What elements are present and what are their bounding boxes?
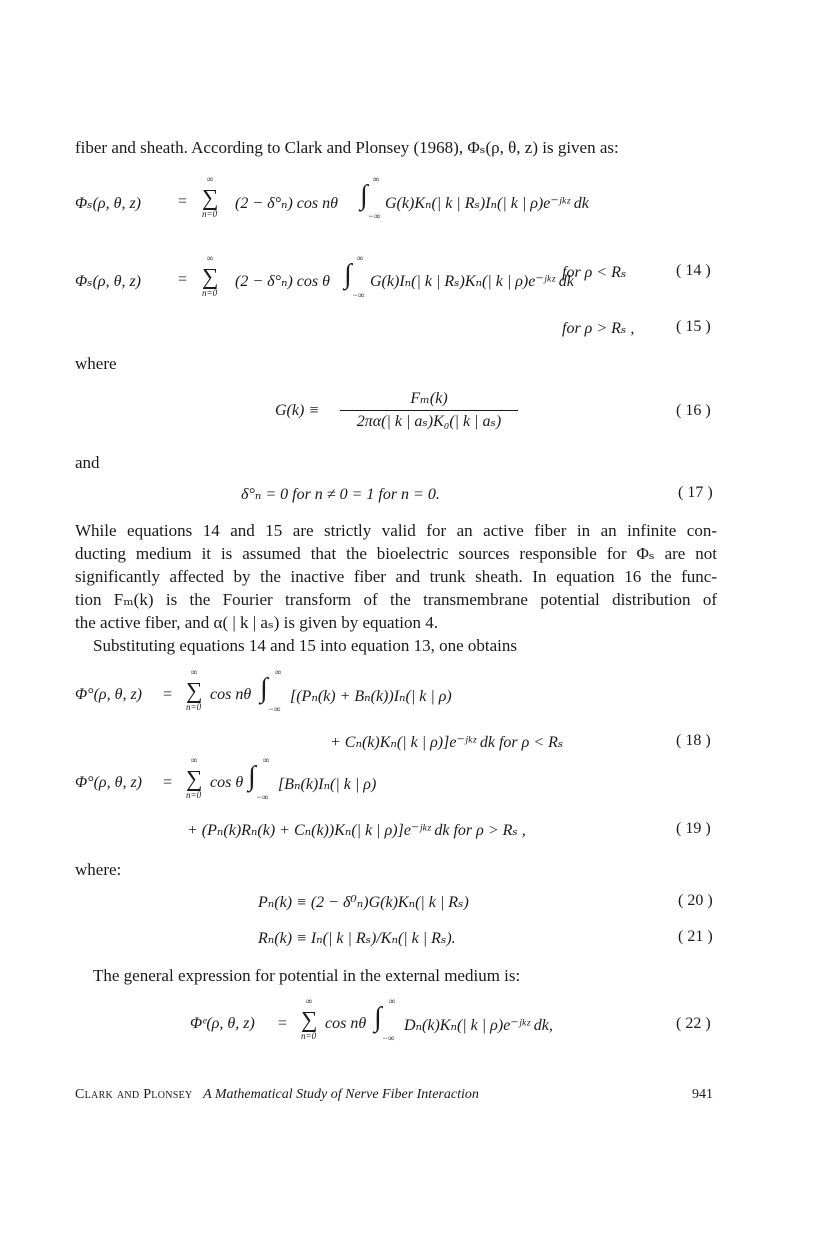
- eq14-sum-bot: n=0: [202, 209, 218, 219]
- eq22-int-top: ∞: [389, 996, 396, 1006]
- where-2: where:: [75, 860, 122, 879]
- eq15-lhs: Φₛ(ρ, θ, z): [75, 273, 141, 290]
- eq17-number: ( 17 ): [678, 484, 713, 501]
- eq19-integral: ∫: [248, 761, 256, 792]
- eq22-number: ( 22 ): [676, 1015, 711, 1032]
- eq15-number: ( 15 ): [676, 318, 711, 335]
- eq18-sum: ∑: [186, 678, 203, 703]
- eq19-line1: [Bₙ(k)Iₙ(| k | ρ): [278, 776, 377, 793]
- eq19-sum: ∑: [186, 766, 203, 791]
- eq22-int-bot: −∞: [382, 1033, 395, 1043]
- eq15-rhs: (2 − δ°ₙ) cos θ: [235, 273, 330, 290]
- eq18-equals: =: [163, 686, 173, 703]
- eq17-body: δ°ₙ = 0 for n ≠ 0 = 1 for n = 0.: [241, 486, 440, 503]
- eq15-equals: =: [178, 271, 188, 288]
- eq18-int-bot: −∞: [268, 704, 281, 714]
- para3: The general expression for potential in the external medium is:: [93, 966, 521, 985]
- eq16-number: ( 16 ): [676, 402, 711, 419]
- eq16-lhs: G(k) ≡: [275, 402, 320, 419]
- page-number: 941: [692, 1087, 713, 1102]
- eq19-line2: + (Pₙ(k)Rₙ(k) + Cₙ(k))Kₙ(| k | ρ)]e⁻ʲᵏᶻ dk for ρ > Rₛ ,: [187, 822, 526, 839]
- eq18-number: ( 18 ): [676, 732, 711, 749]
- eq18-line2: + Cₙ(k)Kₙ(| k | ρ)]e⁻ʲᵏᶻ dk for ρ < Rₛ: [330, 734, 564, 751]
- eq21-body: Rₙ(k) ≡ Iₙ(| k | Rₛ)/Kₙ(| k | Rₛ).: [258, 930, 456, 947]
- and-1: and: [75, 453, 100, 472]
- eq22-sum-bot: n=0: [301, 1031, 317, 1041]
- eq16-fraction: [340, 388, 518, 431]
- eq18-integral: ∫: [260, 673, 268, 704]
- eq18-sum-bot: n=0: [186, 702, 202, 712]
- eq16-denominator: 2πα(| k | aₛ)K₀(| k | aₛ): [356, 413, 502, 430]
- eq14-sum-top: ∞: [207, 174, 214, 184]
- eq22-sum-top: ∞: [306, 996, 313, 1006]
- eq14-lhs: Φₛ(ρ, θ, z): [75, 195, 141, 212]
- eq19-lhs: Φ°(ρ, θ, z): [75, 774, 142, 791]
- eq15-sum: ∑: [202, 264, 219, 289]
- eq18-int-top: ∞: [275, 667, 282, 677]
- eq14-integrand: G(k)Kₙ(| k | Rₛ)Iₙ(| k | ρ)e⁻ʲᵏᶻ dk: [385, 195, 589, 212]
- eq19-cos: cos θ: [210, 774, 244, 791]
- eq22-integrand: Dₙ(k)Kₙ(| k | ρ)e⁻ʲᵏᶻ dk,: [404, 1017, 553, 1034]
- eq18-sum-top: ∞: [191, 667, 198, 677]
- para1-line3: significantly affected by the inactive fiber and trunk sheath. In equation 16 the func-: [75, 567, 717, 586]
- para1-line5: the active fiber, and α( | k | aₛ) is given by equation 4.: [75, 613, 439, 632]
- eq15-int-bot: −∞: [352, 290, 365, 300]
- eq15-sum-bot: n=0: [202, 288, 218, 298]
- eq14-condition: for ρ < Rₛ: [562, 264, 627, 281]
- eq22-integral: ∫: [374, 1002, 382, 1033]
- eq20-number: ( 20 ): [678, 892, 713, 909]
- footer-title: A Mathematical Study of Nerve Fiber Interaction: [203, 1087, 479, 1102]
- eq19-equals: =: [163, 774, 173, 791]
- intro-text: fiber and sheath. According to Clark and Plonsey (1968), Φₛ(ρ, θ, z) is given as:: [75, 138, 619, 157]
- eq14-sum: ∑: [202, 185, 219, 210]
- eq14-int-bot: −∞: [368, 211, 381, 221]
- eq14-int-top: ∞: [373, 174, 380, 184]
- eq19-int-top: ∞: [263, 755, 270, 765]
- eq20-body: Pₙ(k) ≡ (2 − δ⁰ₙ)G(k)Kₙ(| k | Rₛ): [258, 894, 469, 911]
- where-1: where: [75, 354, 117, 373]
- para1-line2: ducting medium it is assumed that the bioelectric sources responsible for Φₛ are not: [75, 544, 717, 563]
- eq18-line1: [(Pₙ(k) + Bₙ(k))Iₙ(| k | ρ): [290, 688, 452, 705]
- eq19-number: ( 19 ): [676, 820, 711, 837]
- eq19-sum-bot: n=0: [186, 790, 202, 800]
- para1-line4: tion Fₘ(k) is the Fourier transform of the transmembrane potential distribution of: [75, 590, 717, 609]
- eq14-equals: =: [178, 193, 188, 210]
- eq15-sum-top: ∞: [207, 253, 214, 263]
- eq16-numerator: Fₘ(k): [340, 388, 518, 411]
- running-footer: [75, 1087, 479, 1103]
- eq15-integrand: G(k)Iₙ(| k | Rₛ)Kₙ(| k | ρ)e⁻ʲᵏᶻ dk: [370, 273, 574, 290]
- eq21-number: ( 21 ): [678, 928, 713, 945]
- eq19-int-bot: −∞: [256, 792, 269, 802]
- footer-authors: Clark and Plonsey: [75, 1087, 193, 1102]
- eq14-integral: ∫: [360, 180, 368, 211]
- eq22-sum: ∑: [301, 1007, 318, 1032]
- eq18-cos: cos nθ: [210, 686, 252, 703]
- eq22-cos: cos nθ: [325, 1015, 367, 1032]
- para2: Substituting equations 14 and 15 into equation 13, one obtains: [93, 636, 518, 655]
- eq15-integral: ∫: [344, 259, 352, 290]
- eq15-int-top: ∞: [357, 253, 364, 263]
- eq14-rhs: (2 − δ°ₙ) cos nθ: [235, 195, 338, 212]
- para1-line1: While equations 14 and 15 are strictly valid for an active fiber in an infinite con-: [75, 521, 717, 540]
- eq19-sum-top: ∞: [191, 755, 198, 765]
- eq14-number: ( 14 ): [676, 262, 711, 279]
- eq22-lhs: Φᵉ(ρ, θ, z): [190, 1015, 255, 1032]
- eq18-lhs: Φ°(ρ, θ, z): [75, 686, 142, 703]
- eq15-condition: for ρ > Rₛ ,: [562, 320, 635, 337]
- eq22-equals: =: [278, 1015, 288, 1032]
